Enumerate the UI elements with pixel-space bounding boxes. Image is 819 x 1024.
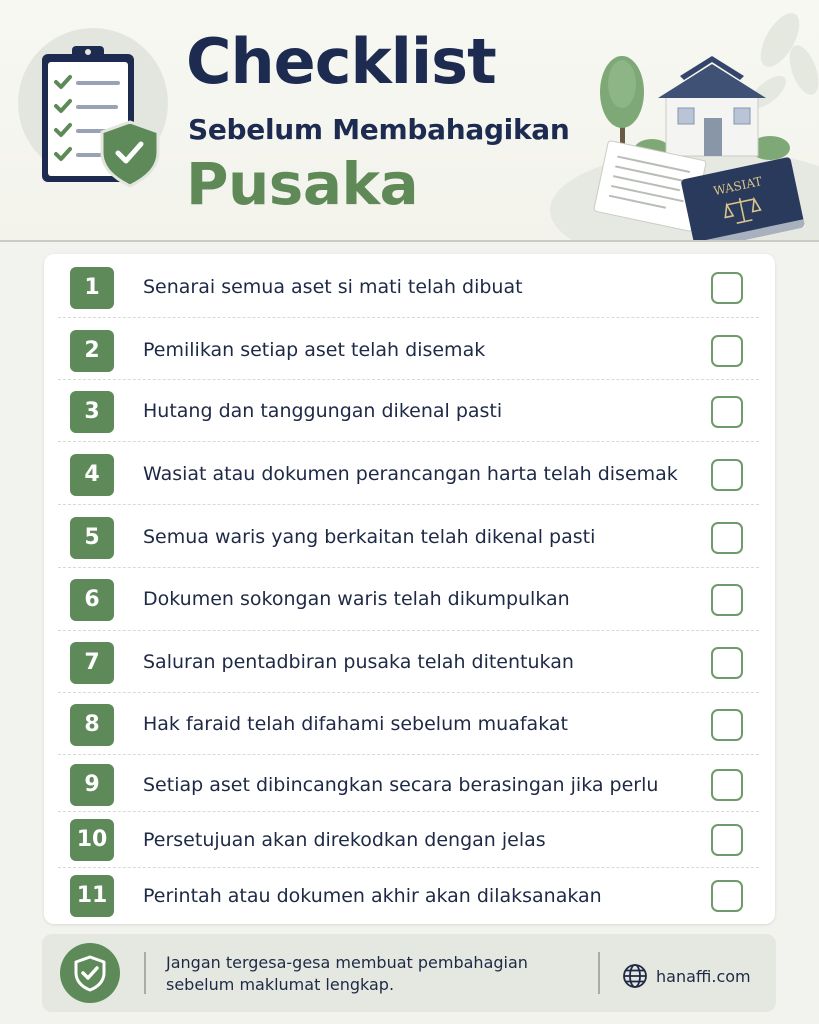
- checklist-item: [44, 755, 775, 812]
- title-line-3: Pusaka: [186, 150, 419, 218]
- item-text: Saluran pentadbiran pusaka telah ditentukan: [143, 651, 574, 673]
- title-line-1: Checklist: [186, 25, 496, 98]
- item-text: Wasiat atau dokumen perancangan harta telah disemak: [143, 463, 678, 485]
- website-link[interactable]: [622, 963, 751, 989]
- item-checkbox[interactable]: [711, 709, 743, 741]
- item-number-badge: 11: [70, 875, 114, 917]
- footer-divider: [144, 952, 146, 994]
- clipboard-checklist-icon: [30, 40, 170, 200]
- header: [0, 0, 819, 242]
- shield-check-icon: [60, 943, 120, 1003]
- footer-shield-badge: [60, 943, 120, 1003]
- item-number-badge: 10: [70, 819, 114, 861]
- estate-illustration: [540, 0, 819, 240]
- item-number-badge: 8: [70, 704, 114, 746]
- footer-note-bar: [42, 934, 776, 1012]
- item-number-badge: 4: [70, 454, 114, 496]
- checklist-item: [44, 568, 775, 631]
- house-icon: [658, 56, 766, 156]
- item-text: Pemilikan setiap aset telah disemak: [143, 339, 486, 361]
- checklist-item: [44, 254, 775, 318]
- item-text: Hutang dan tanggungan dikenal pasti: [143, 400, 503, 422]
- item-number-badge: 3: [70, 391, 114, 433]
- item-checkbox[interactable]: [711, 272, 743, 304]
- item-checkbox[interactable]: [711, 396, 743, 428]
- item-checkbox[interactable]: [711, 769, 743, 801]
- item-number-badge: 6: [70, 579, 114, 621]
- item-text: Dokumen sokongan waris telah dikumpulkan: [143, 588, 570, 610]
- footer-note-text: Jangan tergesa-gesa membuat pembahagian sebelum maklumat lengkap.: [166, 953, 528, 994]
- book-label: WASIAT: [712, 174, 764, 199]
- item-number-badge: 9: [70, 764, 114, 806]
- item-checkbox[interactable]: [711, 584, 743, 616]
- item-number-badge: 5: [70, 517, 114, 559]
- item-checkbox[interactable]: [711, 824, 743, 856]
- checklist-item: [44, 380, 775, 442]
- item-checkbox[interactable]: [711, 880, 743, 912]
- checklist-card: [44, 254, 775, 924]
- item-checkbox[interactable]: [711, 647, 743, 679]
- item-text: Perintah atau dokumen akhir akan dilaksanakan: [143, 885, 602, 907]
- tree-icon: [600, 56, 644, 152]
- item-number-badge: 1: [70, 267, 114, 309]
- item-number-badge: 2: [70, 330, 114, 372]
- item-text: Setiap aset dibincangkan secara berasingan jika perlu: [143, 774, 659, 796]
- checklist-item: [44, 318, 775, 380]
- checklist-item: [44, 505, 775, 568]
- checklist-item: [44, 693, 775, 755]
- item-text: Senarai semua aset si mati telah dibuat: [143, 276, 523, 298]
- item-checkbox[interactable]: [711, 522, 743, 554]
- item-text: Semua waris yang berkaitan telah dikenal pasti: [143, 526, 596, 548]
- item-checkbox[interactable]: [711, 459, 743, 491]
- item-number-badge: 7: [70, 642, 114, 684]
- website-text: hanaffi.com: [656, 966, 751, 986]
- item-text: Persetujuan akan direkodkan dengan jelas: [143, 829, 546, 851]
- title-line-2: Sebelum Membahagikan: [188, 113, 570, 146]
- item-text: Hak faraid telah difahami sebelum muafakat: [143, 713, 568, 735]
- footer-divider: [598, 952, 600, 994]
- checklist-item: [44, 812, 775, 868]
- checklist-item: [44, 631, 775, 693]
- checklist-item: [44, 442, 775, 505]
- checklist-item: [44, 868, 775, 924]
- globe-icon: [622, 963, 648, 989]
- item-checkbox[interactable]: [711, 335, 743, 367]
